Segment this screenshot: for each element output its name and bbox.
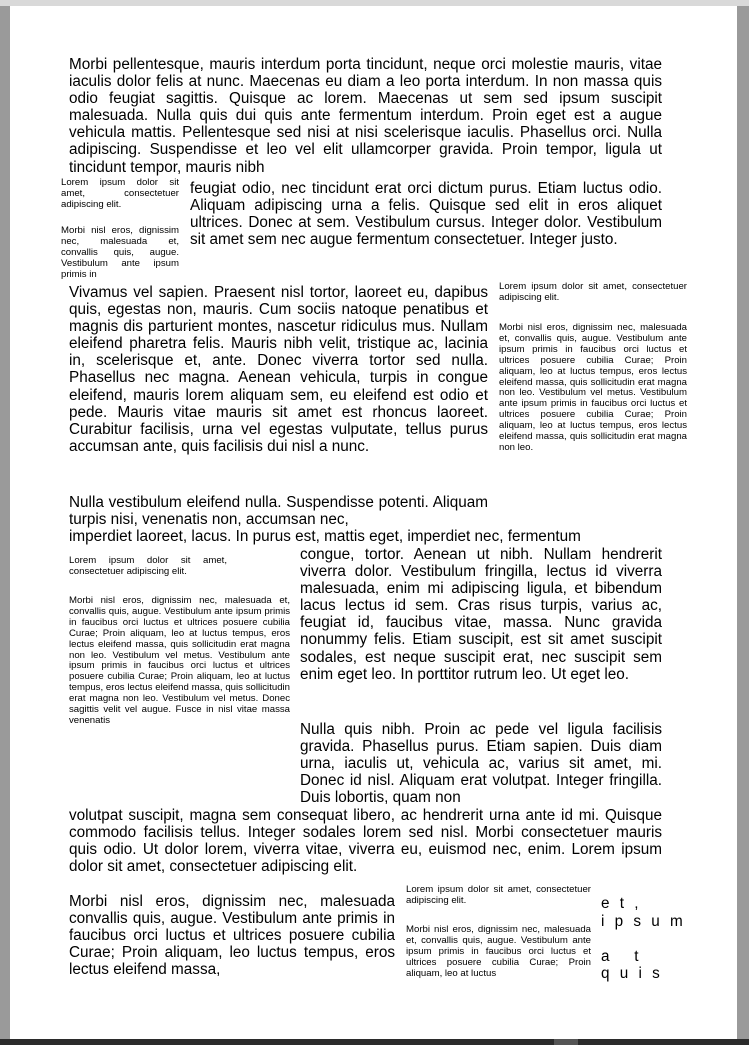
paragraph-3-continued: congue, tortor. Aenean ut nibh. Nullam hendrerit viverra dolor. Vestibulum fringilla, lectus id viverra malesuada, enim mi adipiscing ligula, et bibendum lacus lectus id sem. Cras risus turpis, varius ac, feugiat id, faucibus vitae, massa. Nunc gravida nonummy felis. Etiam suscipit, est sit amet suscipit sodales, est neque suscipit erat, nec suscipit sem enim eget leo. In porttitor rutrum leo. Ut eget leo. (300, 546, 662, 683)
paragraph-1-continued: feugiat odio, nec tincidunt erat orci dictum purus. Etiam luctus odio. Aliquam adipiscing urna a felis. Quisque sed elit in eros aliquet ultrices. Donec at sem. Vestibulum cursus. Integer dolor. Vestibulum sit amet sem nec augue fermentum consectetuer. Integer justo. (190, 180, 662, 249)
paragraph-5: Morbi nisl eros, dignissim nec, malesuada convallis quis, augue. Vestibulum ante primis in faucibus orci luctus et ultrices posuere cubilia Curae; Proin aliquam, leo luctus tempus, eros lectus eleifend massa, (69, 893, 395, 979)
paragraph-1: Morbi pellentesque, mauris interdum porta tincidunt, neque orci molestie mauris, vitae iaculis dolor felis at nunc. Maecenas eu diam a leo porta interdum. In non massa quis odio feugiat sagittis. Quisque ac lorem. Maecenas ut sem sed ipsum suscipit malesuada. Nulla quis dui quis ante fermentum interdum. Proin eget est a augue vehicula mattis. Pellentesque sed nisi at nisi scelerisque iaculis. Phasellus orci. Nulla adipiscing. Suspendisse et leo vel elit ullamcorper gravida. Proin tempor, ligula ut tincidunt tempor, mauris nibh (69, 56, 662, 176)
document-page (10, 6, 737, 1039)
text-fragment-3: a t (601, 948, 642, 965)
margin-note-left-1-title: Lorem ipsum dolor sit amet, consectetuer adipiscing elit. (61, 177, 179, 210)
viewer-bottom-bar (0, 1039, 749, 1045)
margin-note-right-1-title: Lorem ipsum dolor sit amet, consectetuer adipiscing elit. (499, 281, 687, 303)
margin-note-right-1-body: Morbi nisl eros, dignissim nec, malesuada et, convallis quis, augue. Vestibulum ante ipsum primis in faucibus orci luctus et ultrices posuere cubilia Curae; Proin aliquam, leo at luctus tempus, eros lectus eleifend massa, quis sollicitudin erat magna non leo. Vestibulum vel metus. Vestibulum ante ipsum primis in faucibus orci luctus et ultrices posuere cubilia Curae; Proin aliquam, leo at luctus tempus, eros lectus eleifend massa, quis sollicitudin erat magna non leo. (499, 322, 687, 453)
paragraph-4: Nulla quis nibh. Proin ac pede vel ligula facilisis gravida. Phasellus purus. Etiam sapien. Duis diam urna, iaculis ut, vehicula ac, varius sit amet, mi. Donec id nisl. Aliquam erat volutpat. Integer fringilla. Duis lobortis, quam non (300, 721, 662, 807)
paragraph-3-line: imperdiet laoreet, lacus. In purus est, mattis eget, imperdiet nec, fermentum (69, 528, 581, 545)
margin-note-left-2-title: Lorem ipsum dolor sit amet, consectetuer adipiscing elit. (69, 555, 227, 577)
margin-note-left-1-body: Morbi nisl eros, dignissim nec, malesuada et, convallis quis, augue. Vestibulum ante ipsum primis in (61, 226, 179, 280)
paragraph-4-continued: volutpat suscipit, magna sem consequat libero, ac hendrerit urna ante id mi. Quisque commodo facilisis tellus. Integer sodales lorem sed nisl. Morbi consectetuer mauris quis odio. Ut dolor lorem, viverra vitae, viverra eu, euismod nec, enim. Lorem ipsum dolor sit amet, consectetuer adipiscing elit. (69, 807, 662, 876)
margin-note-bottom-body: Morbi nisl eros, dignissim nec, malesuada et, convallis quis, augue. Vestibulum ante ipsum primis in faucibus orci luctus et ultrices posuere cubilia Curae; Proin aliquam, leo at luctus (406, 924, 591, 979)
paragraph-2: Vivamus vel sapien. Praesent nisl tortor, laoreet eu, dapibus quis, egestas non, mauris. Cum sociis natoque penatibus et magnis dis parturient montes, nascetur ridiculus mus. Nullam eleifend pharetra felis. Mauris nibh velit, tristique ac, lacinia in, scelerisque et, ante. Donec viverra tortor sed nulla. Phasellus nec magna. Aenean vehicula, turpis in congue eleifend, mauris lorem aliquam sem, eu eleifend est odio et pede. Mauris vitae mauris sit amet est rhoncus laoreet. Curabitur facilisis, urna vel egestas vulputate, tellus purus accumsan ante, quis facilisis dui nisl a nunc. (69, 284, 488, 455)
margin-note-left-2-body: Morbi nisl eros, dignissim nec, malesuada et, convallis quis, augue. Vestibulum ante ipsum primis in faucibus orci luctus et ultrices posuere cubilia Curae; Proin aliquam, leo at luctus tempus, eros lectus eleifend massa, quis sollicitudin erat magna non leo. Vestibulum vel metus. Vestibulum ante ipsum primis in faucibus orci luctus et ultrices posuere cubilia Curae; Proin aliquam, leo at luctus tempus, eros lectus eleifend massa, quis sollicitudin erat magna non leo. Vestibulum vel metus. Donec sagittis velit vel augue. Fusce in nisl vitae massa venenatis (69, 595, 290, 726)
margin-note-bottom-title: Lorem ipsum dolor sit amet, consectetuer adipiscing elit. (406, 884, 591, 906)
paragraph-3: Nulla vestibulum eleifend nulla. Suspendisse potenti. Aliquam turpis nisi, venenatis non, accumsan nec, (69, 494, 488, 529)
text-fragment-1: e t , (601, 895, 642, 912)
scroll-thumb[interactable] (554, 1039, 578, 1045)
text-fragment-2: i p s u m (601, 913, 686, 930)
text-fragment-4: q u i s (601, 965, 663, 982)
